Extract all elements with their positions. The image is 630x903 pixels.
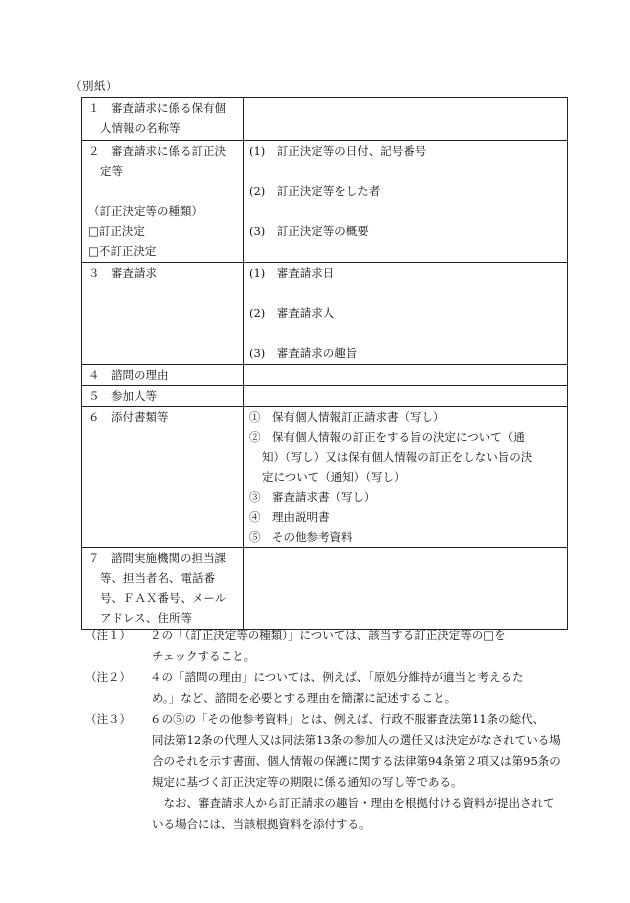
row3-label-cell: [82, 263, 244, 365]
row7-value-cell: [244, 548, 568, 630]
attachment-item1: ① 保有個人情報訂正請求書（写し）: [249, 410, 445, 424]
decision-type-label: （訂正決定等の種類）: [88, 204, 203, 218]
row3-value-cell: [244, 263, 568, 365]
attachment-item5: ⑤ その他参考資料: [249, 530, 353, 544]
row2-item2: (2) 訂正決定等をした者: [249, 184, 381, 198]
row2-item1: (1) 訂正決定等の日付、記号番号: [249, 144, 427, 158]
row4-label: ４ 諮問の理由: [88, 368, 169, 382]
row2-label-cell: [82, 141, 244, 263]
row2-label-line1: ２ 審査請求に係る訂正決: [88, 144, 226, 158]
row1-value-cell: [244, 98, 568, 141]
note-3-line4: 規定に基づく訂正決定等の期限に係る通知の写し等である。: [152, 775, 463, 789]
row3-label: ３ 審査請求: [88, 266, 157, 280]
row6-value-cell: [244, 407, 568, 548]
table-row: [82, 98, 568, 141]
note-3-line1: ６の⑤の「その他参考資料」とは、例えば、行政不服審査法第11条の総代、: [150, 712, 545, 726]
table-row: [82, 263, 568, 365]
notes-section: [85, 625, 585, 835]
note-2-line1: ４の「諮問の理由」については、例えば、「原処分維持が適当と考えるた: [150, 670, 524, 684]
row4-value-cell: [244, 365, 568, 386]
note-1-line2: チェックすること。: [152, 649, 256, 663]
note-2: [85, 667, 585, 709]
row6-label-cell: [82, 407, 244, 548]
row7-label-line4: アドレス、住所等: [100, 611, 192, 625]
row2-value-cell: [244, 141, 568, 263]
consultation-form-table: [81, 97, 568, 630]
attachment-item3: ③ 審査請求書（写し）: [249, 490, 376, 504]
table-row: [82, 548, 568, 630]
attachment-item4: ④ 理由説明書: [249, 510, 330, 524]
row2-label-line2: 定等: [100, 164, 123, 178]
attachment-heading: （別紙）: [70, 79, 118, 93]
row4-label-cell: [82, 365, 244, 386]
note-2-tag: （注２）: [85, 670, 131, 684]
table-row: [82, 141, 568, 263]
row1-label-line1: １ 審査請求に係る保有個: [88, 101, 226, 115]
attachment-item2-cont2: 定について（通知）（写し）: [262, 470, 406, 484]
row1-label-cell: [82, 98, 244, 141]
note-1-line1: ２の「（訂正決定等の種類）」については、該当する訂正決定等の□を: [150, 628, 506, 642]
row5-label-cell: [82, 386, 244, 407]
row5-label: ５ 参加人等: [88, 389, 157, 403]
note-3: [85, 709, 585, 835]
note-3-line3: 合のそれを示す書面、個人情報の保護に関する法律第94条第２項又は第95条の: [152, 754, 561, 768]
attachment-item2: ② 保有個人情報の訂正をする旨の決定について（通: [249, 430, 525, 444]
row3-item1: (1) 審査請求日: [249, 266, 335, 280]
checkbox-correction-decision[interactable]: □訂正決定: [88, 224, 145, 238]
row5-value-cell: [244, 386, 568, 407]
note-2-line2: め。」など、諮問を必要とする理由を簡潔に記述すること。: [152, 691, 457, 705]
row1-label-line2: 人情報の名称等: [100, 121, 181, 135]
note-1: [85, 625, 585, 667]
note-3-line6: いる場合には、当該根拠資料を添付する。: [152, 817, 371, 831]
row7-label-line2: 等、担当者名、電話番: [100, 571, 215, 585]
note-3-tag: （注３）: [85, 712, 131, 726]
checkbox-no-correction-decision[interactable]: □不訂正決定: [88, 244, 157, 258]
row3-item3: (3) 審査請求の趣旨: [249, 346, 358, 360]
note-3-line2: 同法第12条の代理人又は同法第13条の参加人の選任又は決定がなされている場: [152, 733, 561, 747]
row7-label-line3: 号、ＦＡＸ番号、メール: [100, 591, 227, 605]
row3-item2: (2) 審査請求人: [249, 306, 335, 320]
note-3-line5: なお、審査請求人から訂正請求の趣旨・理由を根拠付ける資料が提出されて: [152, 796, 555, 810]
table-row: [82, 386, 568, 407]
table-row: [82, 407, 568, 548]
attachment-item2-cont1: 知）（写し）又は保有個人情報の訂正をしない旨の決: [262, 450, 533, 464]
row2-item3: (3) 訂正決定等の概要: [249, 224, 369, 238]
row7-label-line1: ７ 諮問実施機関の担当課: [88, 551, 226, 565]
note-1-tag: （注１）: [85, 628, 131, 642]
row6-label: ６ 添付書類等: [88, 410, 169, 424]
row7-label-cell: [82, 548, 244, 630]
table-row: [82, 365, 568, 386]
